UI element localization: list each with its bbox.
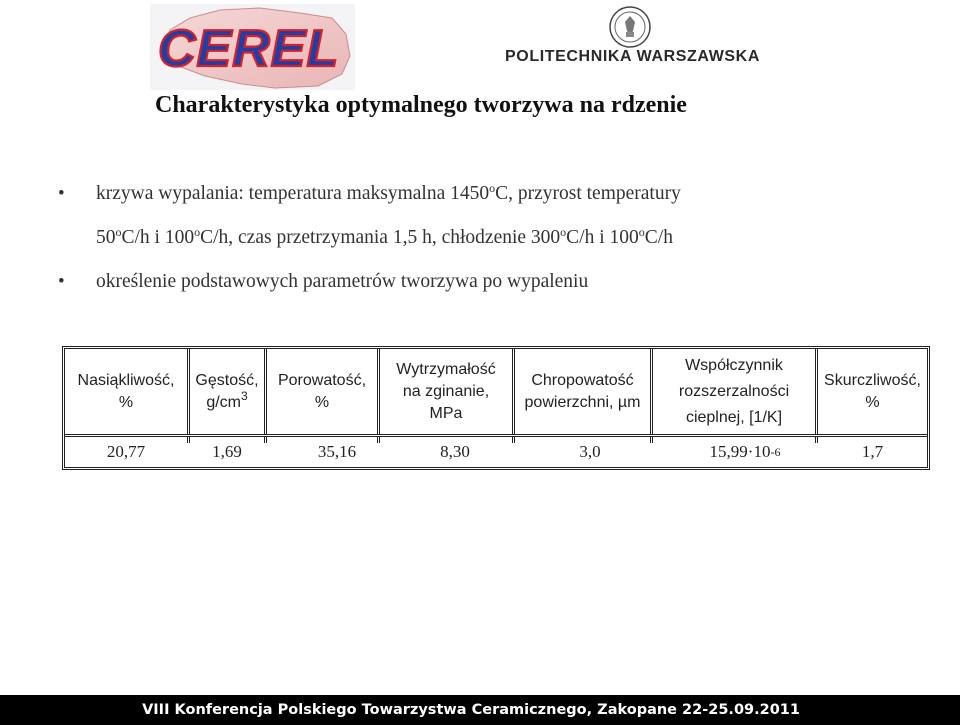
bullet-text: krzywa wypalania: temperatura maksymalna 1450$^o$C, przyrost temperatury: [96, 181, 681, 204]
page-title: Charakterystyka optymalnego tworzywa na rdzenie: [155, 92, 687, 118]
bullet-text: określenie podstawowych parametrów tworzywa po wypaleniu: [96, 271, 589, 292]
properties-table: [62, 346, 930, 470]
table-row: [65, 437, 927, 467]
table-header-row: [65, 349, 927, 437]
value-water-absorption: 20,77: [106, 442, 146, 461]
bullet-list: [58, 172, 938, 304]
header-cell-porosity: Porowatość, %: [277, 371, 367, 411]
value-roughness: 3,0: [579, 442, 601, 461]
header-cell-bending-strength: Wytrzymałość na zginanie, MPa: [396, 360, 496, 422]
cerel-logo: [150, 4, 355, 90]
value-bending-strength: 8,30: [440, 442, 470, 461]
value-shrinkage: 1,7: [861, 442, 884, 461]
header-cell-thermal-expansion: Współczynnik rozszerzalności cieplnej, [1/K]: [678, 356, 790, 426]
header-cell-density: Gęstość, $g/cm^3$: [195, 371, 259, 411]
cerel-logo-text: CEREL: [158, 20, 340, 78]
footer-bar: VIII Konferencja Polskiego Towarzystwa Ceramicznego, Zakopane 22-25.09.2011: [0, 695, 960, 725]
bullet-item: [58, 172, 938, 260]
value-thermal-expansion: 15,99·10 -6: [709, 442, 781, 461]
header-cell-shrinkage: Skurczliwość, %: [824, 371, 921, 411]
institution-name: POLITECHNIKA WARSZAWSKA: [505, 48, 760, 65]
header-cell-roughness: Chropowatość powierzchni, µm: [524, 371, 641, 411]
value-density: 1,69: [212, 442, 242, 461]
value-porosity: 35,16: [317, 442, 357, 461]
bullet-dot-icon: •: [58, 271, 65, 292]
bullet-dot-icon: •: [58, 183, 65, 204]
header-cell-water-absorption: Nasiąkliwość, %: [77, 371, 175, 411]
university-emblem-icon: [608, 5, 652, 49]
bullet-text-continued: 50$^o$C/h i 100$^o$C/h, czas przetrzymania 1,5 h, chłodzenie 300$^o$C/h i 100$^o$C/h: [96, 225, 673, 248]
bullet-item: [58, 260, 938, 304]
